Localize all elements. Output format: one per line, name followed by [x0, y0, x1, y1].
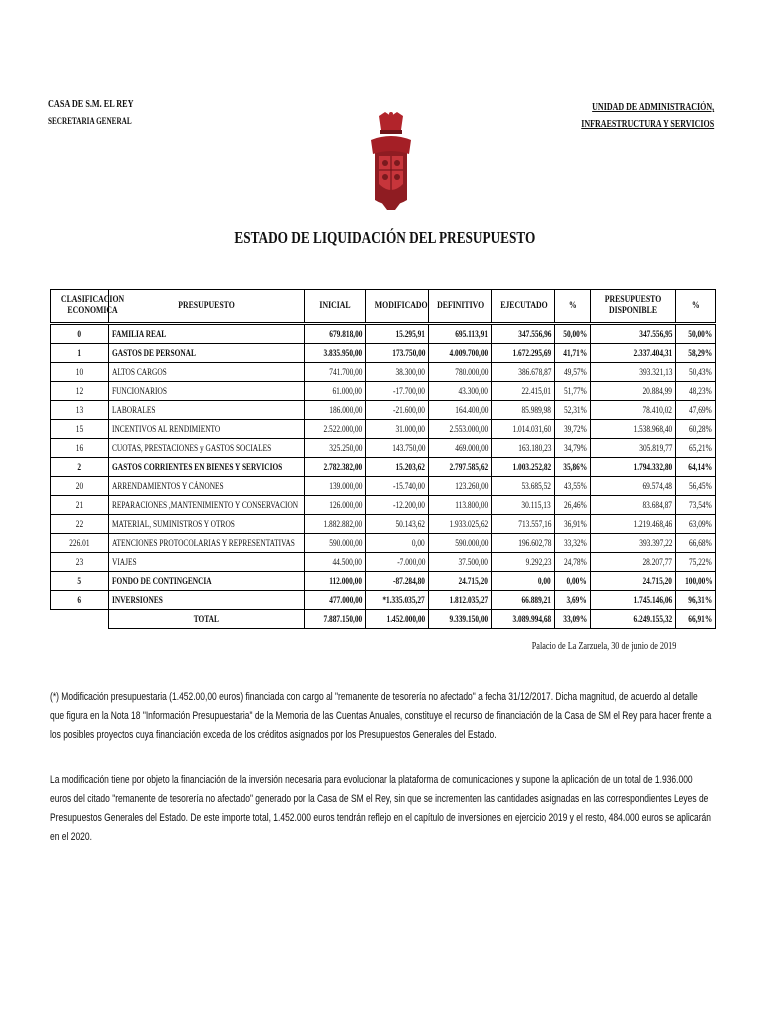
row-disponible: 393.321,13 [591, 363, 676, 382]
col-header-modificado: MODIFICADO [366, 290, 429, 324]
row-inicial: 1.882.882,00 [305, 515, 366, 534]
row-inicial: 679.818,00 [305, 324, 366, 344]
row-concept: CUOTAS, PRESTACIONES y GASTOS SOCIALES [109, 439, 305, 458]
row-definitivo: 2.797.585,62 [429, 458, 492, 477]
row-code: 16 [51, 439, 109, 458]
row-inicial: 3.835.950,00 [305, 344, 366, 363]
row-pct1: 0,00% [555, 572, 591, 591]
row-pct2: 66,68% [676, 534, 716, 553]
row-inicial: 139.000,00 [305, 477, 366, 496]
row-ejecutado: 66.889,21 [492, 591, 555, 610]
row-pct2: 48,23% [676, 382, 716, 401]
row-pct1: 34,79% [555, 439, 591, 458]
row-definitivo: 113.800,00 [429, 496, 492, 515]
row-pct2: 60,28% [676, 420, 716, 439]
row-pct1: 35,86% [555, 458, 591, 477]
row-disponible: 347.556,95 [591, 324, 676, 344]
col-header-pct-disponible: % [676, 290, 716, 324]
row-concept: REPARACIONES ,MANTENIMIENTO Y CONSERVACION [109, 496, 305, 515]
row-pct2: 50,00% [676, 324, 716, 344]
row-ejecutado: 386.678,87 [492, 363, 555, 382]
row-definitivo: 469.000,00 [429, 439, 492, 458]
row-code: 15 [51, 420, 109, 439]
place-and-date: Palacio de La Zarzuela, 30 de junio de 2019 [531, 641, 676, 652]
footnote-modification: (*) Modificación presupuestaria (1.452.00,00 euros) financiada con cargo al "remanente de tesorería no afectado" a fecha 31/12/2017. Dicha magnitud, de acuerdo al detalle que figura en la Nota 18 "Información Presupuestaria" de la Memoria de las Cuentas Anuales, constituye el recurso de financiación de la Casa de SM el Rey para hacer frente a los posibles proyectos cuya financiación exceda de los créditos asignados por los Presupuestos Generales del Estado. [50, 691, 712, 741]
row-definitivo: 37.500,00 [429, 553, 492, 572]
table-row [51, 534, 716, 553]
row-code: 20 [51, 477, 109, 496]
row-concept: VIAJES [109, 553, 305, 572]
row-ejecutado: 1.003.252,82 [492, 458, 555, 477]
col-header-ejecutado: EJECUTADO [492, 290, 555, 324]
row-definitivo: 1.933.025,62 [429, 515, 492, 534]
col-header-definitivo: DEFINITIVO [429, 290, 492, 324]
row-pct1: 36,91% [555, 515, 591, 534]
total-inicial: 7.887.150,00 [305, 610, 366, 629]
row-concept: ALTOS CARGOS [109, 363, 305, 382]
row-concept: INCENTIVOS AL RENDIMIENTO [109, 420, 305, 439]
row-concept: GASTOS DE PERSONAL [109, 344, 305, 363]
table-row [51, 420, 716, 439]
row-pct1: 51,77% [555, 382, 591, 401]
row-definitivo: 4.009.700,00 [429, 344, 492, 363]
unit-name [581, 99, 714, 133]
row-definitivo: 590.000,00 [429, 534, 492, 553]
col-header-inicial: INICIAL [305, 290, 366, 324]
row-disponible: 69.574,48 [591, 477, 676, 496]
row-concept: MATERIAL, SUMINISTROS Y OTROS [109, 515, 305, 534]
row-modificado: -7.000,00 [366, 553, 429, 572]
row-disponible: 83.684,87 [591, 496, 676, 515]
row-definitivo: 164.400,00 [429, 401, 492, 420]
department-name: SECRETARIA GENERAL [48, 116, 132, 126]
row-code: 13 [51, 401, 109, 420]
row-concept: LABORALES [109, 401, 305, 420]
row-pct1: 33,32% [555, 534, 591, 553]
row-inicial: 477.000,00 [305, 591, 366, 610]
row-pct2: 58,29% [676, 344, 716, 363]
row-code: 1 [51, 344, 109, 363]
table-row [51, 363, 716, 382]
row-ejecutado: 713.557,16 [492, 515, 555, 534]
row-disponible: 393.397,22 [591, 534, 676, 553]
row-pct2: 65,21% [676, 439, 716, 458]
row-pct2: 47,69% [676, 401, 716, 420]
total-label: TOTAL [109, 610, 305, 629]
table-row [51, 572, 716, 591]
row-modificado: 50.143,62 [366, 515, 429, 534]
row-ejecutado: 0,00 [492, 572, 555, 591]
row-pct1: 24,78% [555, 553, 591, 572]
row-concept: FAMILIA REAL [109, 324, 305, 344]
row-modificado: *1.335.035,27 [366, 591, 429, 610]
row-modificado: -21.600,00 [366, 401, 429, 420]
row-disponible: 1.219.468,46 [591, 515, 676, 534]
row-disponible: 28.207,77 [591, 553, 676, 572]
row-ejecutado: 53.685,52 [492, 477, 555, 496]
row-ejecutado: 163.180,23 [492, 439, 555, 458]
table-row [51, 324, 716, 344]
col-header-presupuesto: PRESUPUESTO [109, 290, 305, 324]
row-inicial: 590.000,00 [305, 534, 366, 553]
row-disponible: 2.337.404,31 [591, 344, 676, 363]
row-modificado: -12.200,00 [366, 496, 429, 515]
table-total-row [51, 610, 716, 629]
row-disponible: 1.745.146,06 [591, 591, 676, 610]
row-inicial: 61.000,00 [305, 382, 366, 401]
row-inicial: 2.782.382,00 [305, 458, 366, 477]
row-disponible: 24.715,20 [591, 572, 676, 591]
table-row [51, 553, 716, 572]
row-pct1: 49,57% [555, 363, 591, 382]
table-row [51, 477, 716, 496]
row-definitivo: 123.260,00 [429, 477, 492, 496]
row-inicial: 325.250,00 [305, 439, 366, 458]
row-code: 2 [51, 458, 109, 477]
row-disponible: 20.884,99 [591, 382, 676, 401]
total-pct-ejecutado: 33,09% [555, 610, 591, 629]
row-code: 10 [51, 363, 109, 382]
row-modificado: -87.284,80 [366, 572, 429, 591]
table-row [51, 344, 716, 363]
organization-name: CASA DE S.M. EL REY [48, 99, 134, 110]
total-disponible: 6.249.155,32 [591, 610, 676, 629]
row-definitivo: 43.300,00 [429, 382, 492, 401]
row-disponible: 1.794.332,80 [591, 458, 676, 477]
row-ejecutado: 85.989,98 [492, 401, 555, 420]
row-modificado: 15.203,62 [366, 458, 429, 477]
table-row [51, 515, 716, 534]
col-header-clasificacion: CLASIFICACION ECONOMICA [51, 290, 109, 324]
row-pct2: 96,31% [676, 591, 716, 610]
row-concept: ATENCIONES PROTOCOLARIAS Y REPRESENTATIVAS [109, 534, 305, 553]
row-pct2: 63,09% [676, 515, 716, 534]
unit-line-2: INFRAESTRUCTURA Y SERVICIOS [581, 119, 714, 130]
table-row [51, 591, 716, 610]
row-ejecutado: 347.556,96 [492, 324, 555, 344]
row-modificado: -15.740,00 [366, 477, 429, 496]
row-code: 226.01 [51, 534, 109, 553]
col-header-pct-ejecutado: % [555, 290, 591, 324]
row-pct1: 50,00% [555, 324, 591, 344]
row-inicial: 186.000,00 [305, 401, 366, 420]
row-pct2: 100,00% [676, 572, 716, 591]
row-inicial: 126.000,00 [305, 496, 366, 515]
row-disponible: 78.410,02 [591, 401, 676, 420]
row-pct2: 56,45% [676, 477, 716, 496]
table-row [51, 496, 716, 515]
row-ejecutado: 1.672.295,69 [492, 344, 555, 363]
row-disponible: 305.819,77 [591, 439, 676, 458]
row-code: 21 [51, 496, 109, 515]
row-ejecutado: 1.014.031,60 [492, 420, 555, 439]
row-concept: FONDO DE CONTINGENCIA [109, 572, 305, 591]
row-concept: ARRENDAMIENTOS Y CÁNONES [109, 477, 305, 496]
row-pct2: 50,43% [676, 363, 716, 382]
row-modificado: 173.750,00 [366, 344, 429, 363]
unit-line-1: UNIDAD DE ADMINISTRACIÓN, [591, 102, 714, 113]
row-ejecutado: 30.115,13 [492, 496, 555, 515]
table-row [51, 439, 716, 458]
table-row [51, 401, 716, 420]
table-row [51, 458, 716, 477]
row-modificado: 15.295,91 [366, 324, 429, 344]
budget-table [50, 289, 716, 629]
row-inicial: 741.700,00 [305, 363, 366, 382]
row-concept: INVERSIONES [109, 591, 305, 610]
row-definitivo: 780.000,00 [429, 363, 492, 382]
row-pct1: 41,71% [555, 344, 591, 363]
row-code: 22 [51, 515, 109, 534]
row-pct1: 43,55% [555, 477, 591, 496]
total-definitivo: 9.339.150,00 [429, 610, 492, 629]
table-row [51, 382, 716, 401]
row-definitivo: 695.113,91 [429, 324, 492, 344]
row-pct2: 64,14% [676, 458, 716, 477]
row-concept: FUNCIONARIOS [109, 382, 305, 401]
row-concept: GASTOS CORRIENTES EN BIENES Y SERVICIOS [109, 458, 305, 477]
col-header-disponible: PRESUPUESTO DISPONIBLE [591, 290, 676, 324]
row-ejecutado: 22.415,01 [492, 382, 555, 401]
row-definitivo: 1.812.035,27 [429, 591, 492, 610]
total-ejecutado: 3.089.994,68 [492, 610, 555, 629]
row-ejecutado: 196.602,78 [492, 534, 555, 553]
row-ejecutado: 9.292,23 [492, 553, 555, 572]
row-pct1: 26,46% [555, 496, 591, 515]
row-pct1: 39,72% [555, 420, 591, 439]
row-modificado: 143.750,00 [366, 439, 429, 458]
row-inicial: 44.500,00 [305, 553, 366, 572]
row-pct1: 52,31% [555, 401, 591, 420]
row-disponible: 1.538.968,40 [591, 420, 676, 439]
row-modificado: -17.700,00 [366, 382, 429, 401]
total-pct-disponible: 66,91% [676, 610, 716, 629]
royal-coat-of-arms-emblem [369, 110, 413, 214]
table-header-row [51, 290, 716, 324]
row-inicial: 112.000,00 [305, 572, 366, 591]
total-modificado: 1.452.000,00 [366, 610, 429, 629]
row-pct1: 3,69% [555, 591, 591, 610]
row-inicial: 2.522.000,00 [305, 420, 366, 439]
row-pct2: 73,54% [676, 496, 716, 515]
row-definitivo: 2.553.000,00 [429, 420, 492, 439]
row-modificado: 0,00 [366, 534, 429, 553]
row-code: 12 [51, 382, 109, 401]
row-modificado: 31.000,00 [366, 420, 429, 439]
row-code: 5 [51, 572, 109, 591]
row-code: 23 [51, 553, 109, 572]
row-code: 6 [51, 591, 109, 610]
row-code: 0 [51, 324, 109, 344]
row-modificado: 38.300,00 [366, 363, 429, 382]
footnote-explanation: La modificación tiene por objeto la financiación de la inversión necesaria para evolucionar la plataforma de comunicaciones y supone la aplicación de un total de 1.936.000 euros del citado "remanente de tesorería no afectado" generado por la Casa de SM el Rey, sin que se incrementen las cantidades asignadas en las correspondientes Leyes de Presupuestos Generales del Estado. De este importe total, 1.452.000 euros tendrán reflejo en el capítulo de inversiones en ejercicio 2019 y el resto, 484.000 euros se aplicarán en el 2020. [50, 774, 711, 843]
row-definitivo: 24.715,20 [429, 572, 492, 591]
page-title: ESTADO DE LIQUIDACIÓN DEL PRESUPUESTO [234, 228, 536, 247]
row-pct2: 75,22% [676, 553, 716, 572]
